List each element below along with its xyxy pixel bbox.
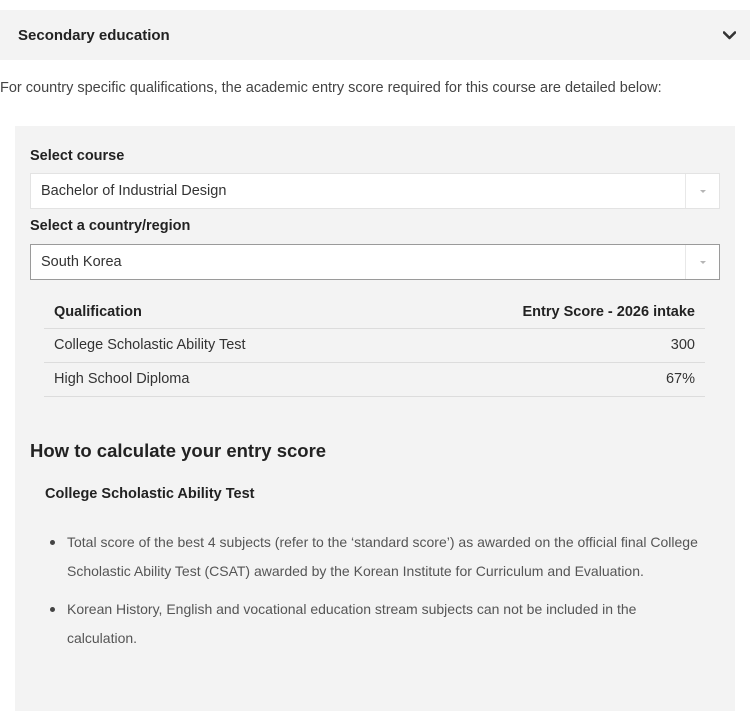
accordion-title: Secondary education: [18, 26, 170, 44]
score-cell: 67%: [390, 362, 705, 396]
intro-text: For country specific qualifications, the academic entry score required for this course are detailed below:: [0, 80, 662, 96]
list-item-text: Total score of the best 4 subjects (refer to the ‘standard score’) as awarded on the official final College Scholastic Ability Test (CSAT) awarded by the Korean Institute for Curriculum and Evaluation.: [67, 534, 698, 579]
list-item-text: Korean History, English and vocational education stream subjects can not be included in the calculation.: [67, 601, 637, 646]
entry-score-table: [44, 296, 705, 397]
country-select[interactable]: [30, 244, 720, 280]
list-item: [67, 528, 707, 586]
how-to-calculate-heading: How to calculate your entry score: [30, 440, 327, 461]
course-select[interactable]: [30, 173, 720, 209]
table-row: [44, 328, 705, 362]
bullet-icon: [50, 607, 55, 612]
course-select-arrow[interactable]: [685, 174, 719, 208]
country-select-label: Select a country/region: [30, 218, 191, 234]
caret-down-icon: [700, 261, 706, 264]
country-select-arrow[interactable]: [685, 245, 719, 279]
chevron-down-icon[interactable]: [722, 28, 736, 42]
country-select-value: South Korea: [41, 254, 122, 270]
calculation-notes-list: [67, 528, 707, 662]
entry-score-column-header: Entry Score - 2026 intake: [390, 296, 705, 328]
score-cell: 300: [390, 328, 705, 362]
qualification-column-header: Qualification: [44, 296, 390, 328]
caret-down-icon: [700, 190, 706, 193]
course-select-value: Bachelor of Industrial Design: [41, 183, 227, 199]
qualification-cell: High School Diploma: [44, 362, 390, 396]
list-item: [67, 595, 707, 653]
accordion-header-secondary-education[interactable]: [0, 10, 750, 60]
table-row: [44, 362, 705, 396]
qualification-cell: College Scholastic Ability Test: [44, 328, 390, 362]
course-select-label: Select course: [30, 148, 125, 164]
csat-subheading: College Scholastic Ability Test: [45, 486, 255, 502]
table-header-row: [44, 296, 705, 328]
bullet-icon: [50, 540, 55, 545]
entry-score-panel: [15, 126, 735, 711]
